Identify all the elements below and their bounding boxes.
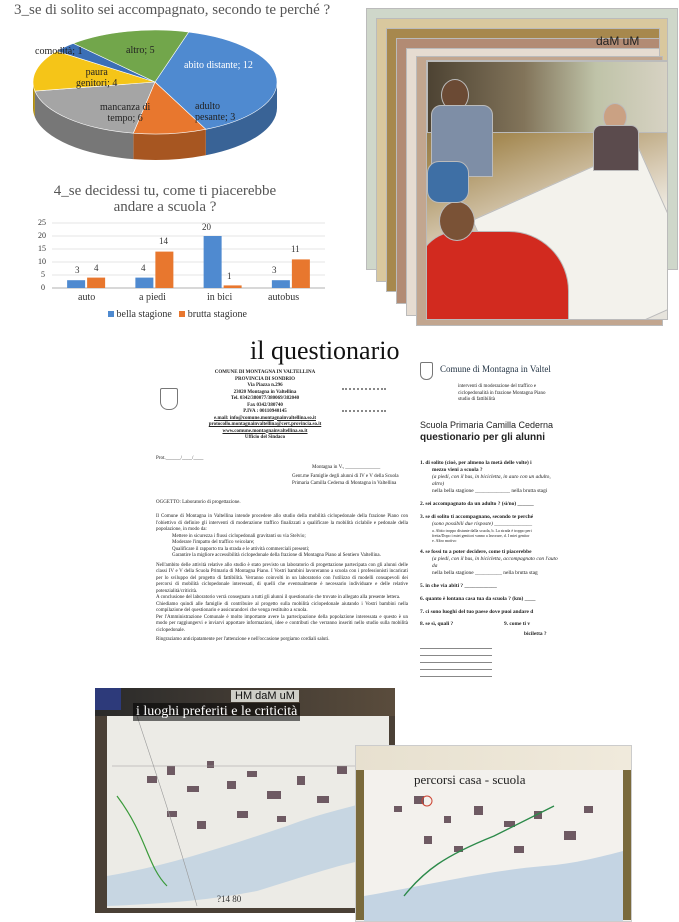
form-intro2: ciclopedonalità in frazione Montagna Piano <box>458 390 546 396</box>
form-q4: 4. se fossi tu a poter decidere, come ti piacerebbe <box>420 549 532 555</box>
form-q3: 3. se di solito ti accompagnano, secondo te perché <box>420 514 534 520</box>
pie-label-altro: altro; 5 <box>126 45 155 56</box>
form-q1: 1. di solito (cioè, per almeno la metà delle volte) i <box>420 460 532 466</box>
bar-text-layer <box>0 0 340 330</box>
letter-l8[interactable]: e.mail: info@comune.montagnainvaltellina.so.it <box>213 415 316 421</box>
letter-b1: Mettere in sicurezza i flussi ciclopedonali gravitanti su via Stelvio; <box>172 533 306 539</box>
pie-chart-title: 3_se di solito sei accompagnato, secondo te perché ? <box>14 2 331 18</box>
form-q5[interactable]: 5. in che via abiti ? ____________ <box>420 583 497 589</box>
questionnaire-form <box>420 362 570 652</box>
letter-l2: PROVINCIA DI SONDRIO <box>234 376 295 382</box>
bar-label-auto-a: 3 <box>75 265 80 275</box>
legend-bella: bella stagione <box>116 309 172 320</box>
bar-chart-title-2: andare a scuola ? <box>113 199 217 215</box>
form-q4c[interactable]: nella bella stagione __________ nella brutta stag <box>432 570 538 576</box>
letter-body1: Il Comune di Montagna in Valtellina intende procedere allo studio della mobilità ciclopedonale della frazione Piano con l'obiettivo di definire gli interventi di moderazione traffico finalizzati a qualificare la mobilità ciclabile e pedonale della popolazione, in modo da: <box>156 514 408 532</box>
y-tick-10: 10 <box>38 257 46 266</box>
map1-sign: HM daM uM <box>231 690 299 702</box>
form-q2[interactable]: 2. sei accompagnato da un adulto ? (sì/no) ______ <box>420 501 534 507</box>
form-q3e: e. Altro motivo <box>432 538 457 543</box>
cat-bus: autobus <box>268 292 300 303</box>
form-q9: 9. come ti v <box>504 621 531 627</box>
form-q4b: (a piedi, con il bus, in bicicletta, accompagnato con l'auto da <box>432 556 558 569</box>
form-answer-lines[interactable] <box>420 642 560 677</box>
form-q8: 8. se sì, quali ? <box>420 621 454 627</box>
form-q6[interactable]: 6. quanto è lontana casa tua da scuola ? (km) ____ <box>420 596 536 602</box>
form-school: Scuola Primaria Camilla Cederna <box>420 420 554 430</box>
y-tick-15: 15 <box>38 244 46 253</box>
pie-label-paura-1: paura <box>85 67 108 78</box>
map-photo-2 <box>355 745 632 922</box>
letter-l9[interactable]: protocollo.montagnainvaltellina@cert.provincia.so.it <box>208 422 322 427</box>
bar-label-bici-b: 1 <box>227 271 232 281</box>
form-crest-icon <box>420 362 433 380</box>
classroom-photo-stack <box>366 0 679 330</box>
form-q1d[interactable]: nella bella stagione _____________ nella brutta stagi <box>432 488 548 494</box>
map1-flag <box>95 688 121 710</box>
pie-label-comodita: comodità; 1 <box>35 46 83 57</box>
map-photo-1 <box>95 688 395 913</box>
legend-swatch-brutta <box>179 311 185 317</box>
photo-sign: daM uM <box>596 34 640 48</box>
y-tick-5: 5 <box>41 270 45 279</box>
letter-l11: Ufficio del Sindaco <box>244 435 286 440</box>
pie-label-abito: abito distante; 12 <box>184 60 253 71</box>
bar-label-bus-a: 3 <box>272 265 277 275</box>
letter-document <box>150 366 412 698</box>
letter-prot: Prot.______/____/____ <box>156 456 204 461</box>
bar-label-bus-b: 11 <box>291 244 300 254</box>
legend-swatch-bella <box>108 311 114 317</box>
y-tick-25: 25 <box>38 218 46 227</box>
legend <box>108 309 247 320</box>
bar-label-auto-b: 4 <box>94 263 99 273</box>
y-tick-0: 0 <box>41 283 45 292</box>
form-q3d: fretta/Dopo i miei genitori vanno a lavorare, d. I miei genitor <box>432 533 530 538</box>
letter-b2: Moderare l'impatto del traffico veicolare; <box>172 540 255 545</box>
map1-corner: ?14 80 <box>217 894 242 904</box>
classroom-photo <box>426 60 668 320</box>
bar-chart-title-1: 4_se decidessi tu, come ti piacerebbe <box>53 183 277 199</box>
map2-title: percorsi casa - scuola <box>414 772 526 787</box>
letter-l10[interactable]: www.comune.montagnainvaltellina.so.it <box>222 428 308 434</box>
map1-drawing <box>107 716 389 908</box>
legend-brutta: brutta stagione <box>187 309 247 320</box>
pie-label-mancanza-1: mancanza di <box>100 102 151 113</box>
letter-oggetto: OGGETTO: Laboratorio di progettazione. <box>156 500 241 505</box>
form-q3c: a. Abito troppo distante dalla scuola, b. La strada è troppo peri <box>432 528 532 533</box>
questionario-heading: il questionario <box>250 336 400 365</box>
pie-label-mancanza-2: tempo; 6 <box>107 113 143 124</box>
letter-crest-icon <box>160 388 178 410</box>
form-q9b: biciletta ? <box>524 631 547 637</box>
form-comune: Comune di Montagna in Valtel <box>440 364 551 374</box>
letter-thanks: Ringraziamo anticipatamente per l'attenzione e nell'occasione porgiamo cordiali saluti. <box>156 637 330 642</box>
letter-l7: P.IVA : 00110940145 <box>243 409 287 414</box>
letter-body2: Nell'ambito delle attività relative allo studio è stato previsto un laboratorio di progettazione partecipata con gli alunni delle classi IV e V della Scuola Primaria di Montagna Piano. I Vostri bambini lavoreranno a scuola con i professionisti incaricati per lo sviluppo del progetto di fattibilità. Verranno coinvolti in un laboratorio con l'utilizzo di modelli consapevoli dei percorsi di mobilità ciclopedonale interessati, di quelli che eventualmente è necessario individuare e delle relative potenzialità/criticità. <box>156 562 408 594</box>
map2-drawing <box>364 776 623 921</box>
pie-label-paura-2: genitori; 4 <box>76 78 118 89</box>
map1-title: i luoghi preferiti e le criticità <box>133 703 300 721</box>
pie-label-adulto: adulto pesante; 3 <box>195 101 236 123</box>
form-intro1: interventi di moderazione del traffico e <box>458 384 537 389</box>
letter-body3: A conclusione del laboratorio verrà consegnato a tutti gli alunni il questionario che trovate in allegato alla presente lettera. <box>156 595 401 600</box>
letter-l6: Fax 0342/380740 <box>247 402 283 408</box>
letter-body5: Per l'Amministrazione Comunale è molto importante avere la partecipazione della popolazione interessata e questo è un modo per raggiungervi e inviarvi apportare informazioni, idee e contributi che verranno inseriti nello studio sulla mobilità ciclopedonale. <box>156 614 408 633</box>
letter-logo-icon <box>342 388 386 412</box>
y-tick-20: 20 <box>38 231 46 240</box>
letter-l3: Via Piazza n.296 <box>247 383 283 388</box>
letter-to: Gent.me Famiglie degli alunni di IV e V della Scuola Primaria Camilla Cederna di Montagna in Valtellina <box>292 474 399 486</box>
form-title: questionario per gli alunni <box>420 432 546 443</box>
form-q1c: (a piedi, con il bus, in bicicletta, in auto con un adulto, altro) <box>432 474 551 487</box>
cat-piedi: a piedi <box>139 292 166 303</box>
letter-l4: 23020 Montagna in Valtellina <box>233 389 297 395</box>
letter-b3: Qualificare il rapporto tra la strada e le attività commerciali presenti; <box>172 546 310 552</box>
bar-label-bici-a: 20 <box>202 222 211 232</box>
letter-place: Montagna in V., ______________ <box>312 465 381 470</box>
bar-label-piedi-a: 4 <box>141 263 146 273</box>
letter-l5: Tel. 0342/380077/380069/382040 <box>230 396 300 401</box>
form-intro3: studio di fattibilità <box>458 397 495 402</box>
bar-label-piedi-b: 14 <box>159 236 168 246</box>
form-q7: 7. ci sono luoghi del tuo paese dove puoi andare d <box>420 609 534 615</box>
form-q3b[interactable]: (sono possibili due risposte) ______________ <box>432 521 533 527</box>
form-q1b: mezzo vieni a scuola ? <box>432 467 483 473</box>
letter-l1: COMUNE DI MONTAGNA IN VALTELLINA <box>214 370 316 375</box>
letter-body4: Chiediamo quindi alle famiglie di contribuire al progetto sulla mobilità ciclopedonale aiutando i Vostri bambini nella compilazione del questionario e assicurandovi che venga restituito a scuola. <box>156 601 408 613</box>
letter-b4: Garantire la migliore accessibilità ciclopedonale della frazione di Montagna Piano al Sentiero Valtellina. <box>172 553 381 558</box>
cat-auto: auto <box>78 292 96 303</box>
cat-bici: in bici <box>207 292 233 303</box>
